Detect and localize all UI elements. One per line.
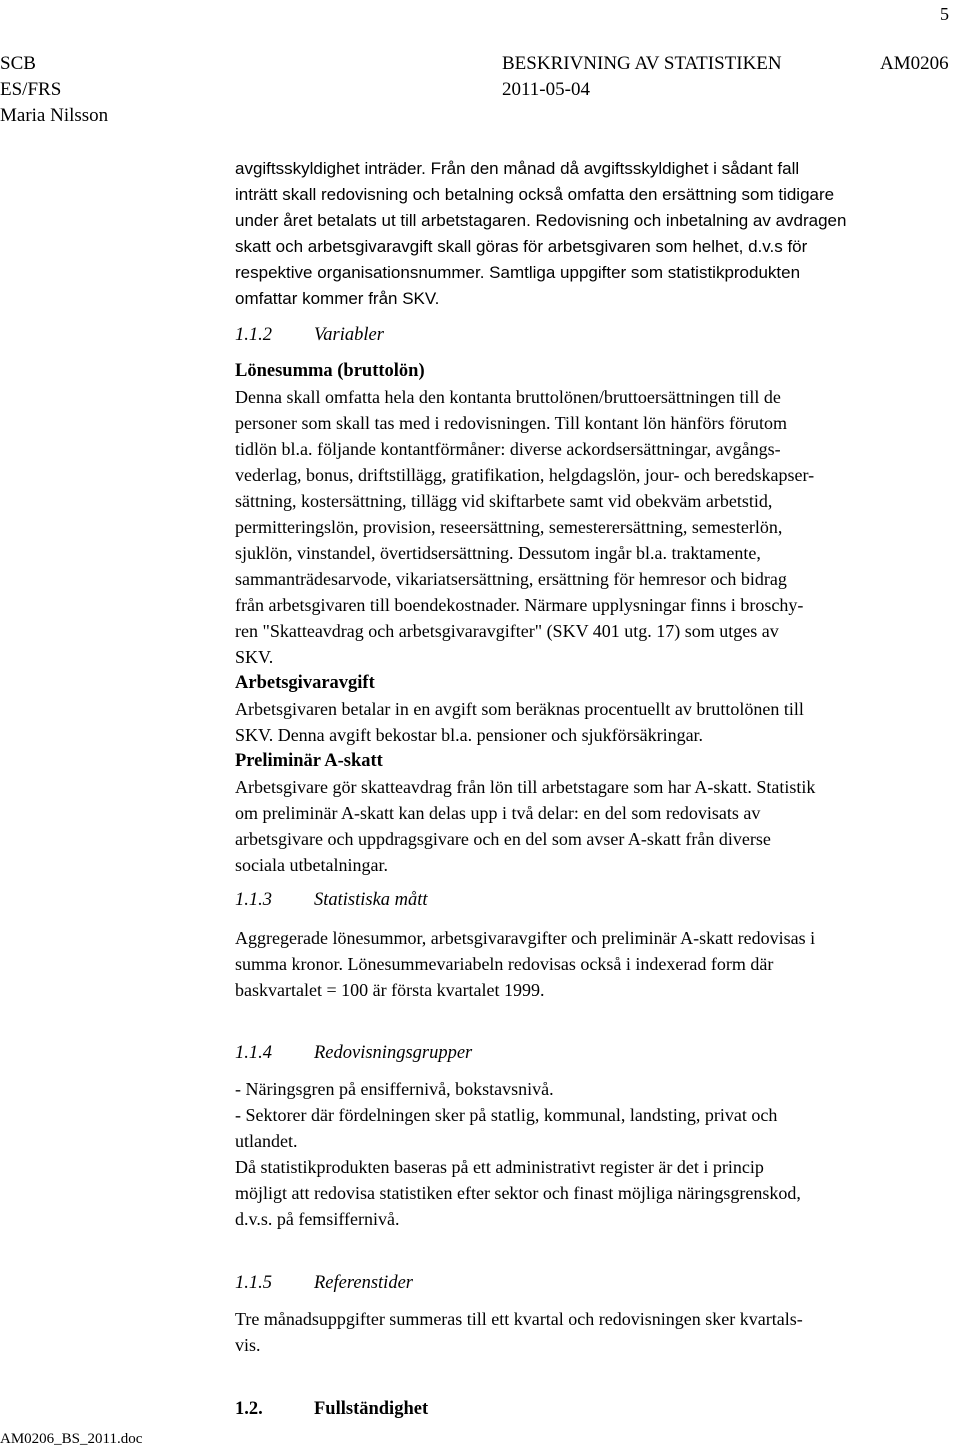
text-line: sättning, kostersättning, tillägg vid skiftarbete samt vid obekväm arbetstid, [235, 491, 773, 511]
text-line: tidlön bl.a. följande kontantförmåner: diverse ackordsersättningar, avgångs- [235, 439, 781, 459]
text-line: baskvartalet = 100 är första kvartalet 1999. [235, 980, 545, 1000]
text-line: vis. [235, 1335, 261, 1355]
section-number: 1.1.4 [235, 1043, 272, 1063]
intro-paragraph [235, 156, 950, 312]
section-heading-statistiska-matt [235, 887, 428, 913]
intro-line: inträtt skall redovisning och betalning också omfatta den ersättning som tidigare [235, 185, 835, 204]
page-number: 5 [940, 4, 949, 24]
section-title: Fullständighet [314, 1399, 429, 1419]
subheading-arbetsgivaravgift: Arbetsgivaravgift [235, 673, 375, 693]
text-line: sjuklön, vinstandel, övertidsersättning. Dessutom ingår bl.a. traktamente, [235, 543, 761, 563]
text-line: arbetsgivare och uppdragsgivare och en del som avser A-skatt från diverse [235, 829, 771, 849]
intro-line: avgiftsskyldighet inträder. Från den månad då avgiftsskyldighet i sådant fall [235, 159, 800, 178]
text-line: SKV. [235, 647, 274, 667]
text-line: summa kronor. Lönesummevariabeln redovisas också i indexerad form där [235, 954, 774, 974]
text-line: utlandet. [235, 1131, 298, 1151]
text-line: möjligt att redovisa statistiken efter sektor och finast möjliga näringsgrenskod, [235, 1183, 801, 1203]
text-line: permitteringslön, provision, reseersättning, semesterersättning, semesterlön, [235, 517, 783, 537]
text-line: - Näringsgren på ensiffernivå, bokstavsnivå. [235, 1079, 554, 1099]
header-date: 2011-05-04 [502, 79, 590, 100]
intro-line: omfattar kommer från SKV. [235, 289, 440, 308]
text-line: sociala utbetalningar. [235, 855, 388, 875]
text-line: Arbetsgivaren betalar in en avgift som beräknas procentuellt av bruttolönen till [235, 699, 804, 719]
text-line: vederlag, bonus, driftstillägg, gratifikation, helgdagslön, jour- och beredskapser- [235, 465, 815, 485]
text-line: Aggregerade lönesummor, arbetsgivaravgifter och preliminär A-skatt redovisas i [235, 928, 816, 948]
section-number: 1.2. [235, 1399, 263, 1419]
text-line: från arbetsgivaren till boendekostnader. Närmare upplysningar finns i broschy- [235, 595, 804, 615]
section-title: Statistiska mått [314, 890, 428, 910]
text-line: ren "Skatteavdrag och arbetsgivaravgifter" (SKV 401 utg. 17) som utges av [235, 621, 779, 641]
section-title: Redovisningsgrupper [314, 1043, 473, 1063]
lonesumma-block [235, 358, 950, 878]
text-line: SKV. Denna avgift bekostar bl.a. pensioner och sjukförsäkringar. [235, 725, 704, 745]
section-number: 1.1.3 [235, 890, 272, 910]
redovisningsgrupper-text [235, 1076, 950, 1232]
header-dept: ES/FRS [0, 79, 62, 100]
text-line: d.v.s. på femsiffernivå. [235, 1209, 400, 1229]
intro-line: respektive organisationsnummer. Samtliga uppgifter som statistikprodukten [235, 263, 801, 282]
section-heading-variabler [235, 322, 384, 348]
text-line: Denna skall omfatta hela den kontanta bruttolönen/bruttoersättningen till de [235, 387, 781, 407]
section-heading-fullstandighet [235, 1396, 428, 1422]
section-title: Referenstider [314, 1273, 413, 1293]
section-number: 1.1.5 [235, 1273, 272, 1293]
section-heading-referenstider [235, 1270, 413, 1296]
intro-line: under året betalats ut till arbetstagaren. Redovisning och inbetalning av avdragen [235, 211, 847, 230]
section-title: Variabler [314, 325, 384, 345]
intro-line: skatt och arbetsgivaravgift skall göras för arbetsgivaren som helhet, d.v.s för [235, 237, 808, 256]
text-line: personer som skall tas med i redovisningen. Till kontant lön hänförs förutom [235, 413, 787, 433]
text-line: om preliminär A-skatt kan delas upp i två delar: en del som redovisats av [235, 803, 761, 823]
text-line: sammanträdesarvode, vikariatsersättning, ersättning för hemresor och bidrag [235, 569, 787, 589]
statistiska-matt-text [235, 925, 950, 1003]
subheading-lonesumma: Lönesumma (bruttolön) [235, 361, 425, 381]
text-line: Tre månadsuppgifter summeras till ett kvartal och redovisningen sker kvartals- [235, 1309, 803, 1329]
text-line: - Sektorer där fördelningen sker på statlig, kommunal, landsting, privat och [235, 1105, 778, 1125]
text-line: Då statistikprodukten baseras på ett administrativt register är det i princip [235, 1157, 764, 1177]
referenstider-text [235, 1306, 950, 1358]
header-author: Maria Nilsson [0, 105, 109, 126]
text-line: Arbetsgivare gör skatteavdrag från lön till arbetstagare som har A-skatt. Statistik [235, 777, 816, 797]
footer-filename: AM0206_BS_2011.doc [0, 1431, 143, 1447]
subheading-preliminar-askatt: Preliminär A-skatt [235, 751, 383, 771]
header-org: SCB [0, 53, 36, 74]
header-code: AM0206 [880, 53, 949, 74]
section-heading-redovisningsgrupper [235, 1040, 472, 1066]
section-number: 1.1.2 [235, 325, 272, 345]
header-title: BESKRIVNING AV STATISTIKEN [502, 53, 782, 74]
